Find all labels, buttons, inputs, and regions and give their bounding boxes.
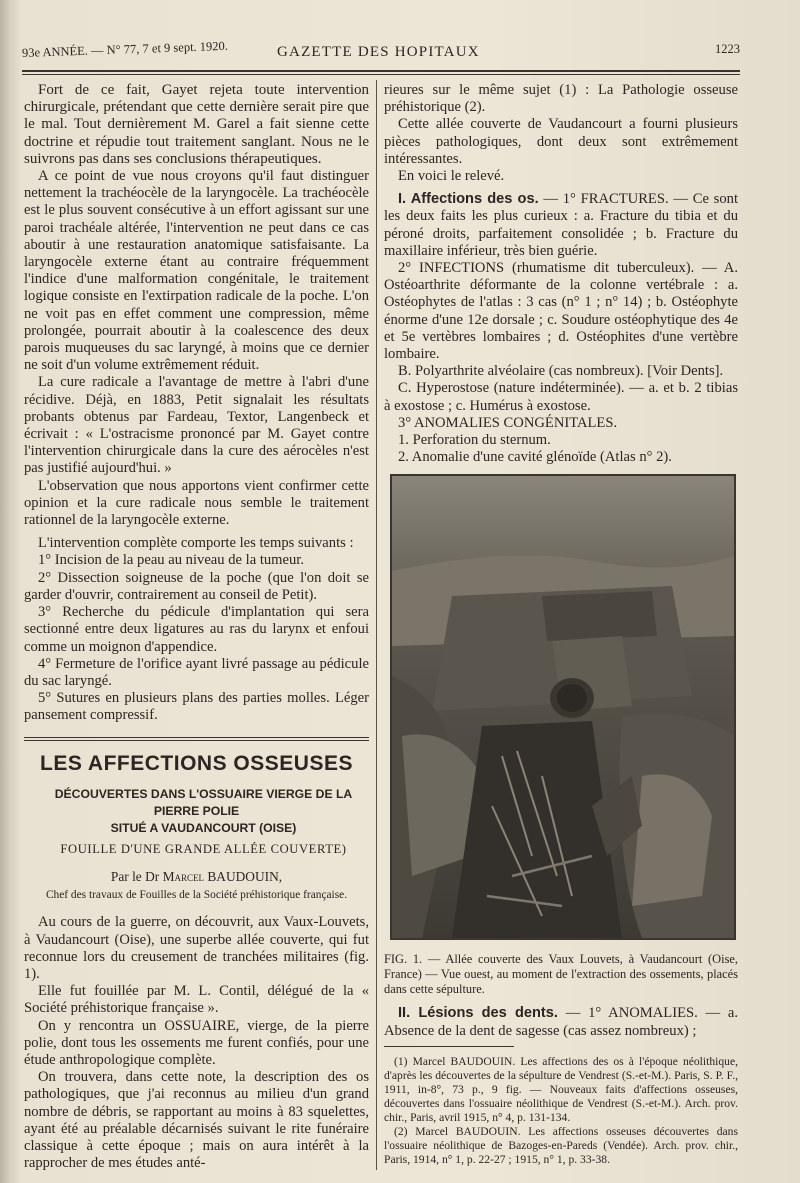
section-heading: II. Lésions des dents. bbox=[398, 1005, 558, 1022]
section-rule bbox=[24, 737, 369, 741]
article-subtitle-location: SITUÉ A VAUDANCOURT (OISE) bbox=[110, 820, 297, 835]
paragraph: L'observation que nous apportons vient confirmer cette opinion et la cure radicale nous semble le traitement rationnel de la laryngocèle externe. bbox=[24, 477, 369, 529]
paragraph: Fort de ce fait, Gayet rejeta toute intervention chirurgicale, prétendant que cette dernière serait pire que le mal. Tout dernièrement M. Garel a fait sienne cette doctrine et répudie tout traitement sanglant. Nous ne le suivrons pas dans ses conclusions thérapeutiques. bbox=[24, 82, 369, 167]
step-item: 4° Fermeture de l'orifice ayant livré passage au pédicule du sac laryngé. bbox=[24, 655, 369, 689]
figure-photograph bbox=[390, 474, 736, 940]
article-subtitle: DÉCOUVERTES DANS L'OSSUAIRE VIERGE DE LA PIERRE POLIE bbox=[54, 786, 353, 818]
header-rule bbox=[22, 70, 740, 72]
byline bbox=[24, 868, 369, 885]
subheading: 3° ANOMALIES CONGÉNITALES. bbox=[398, 414, 618, 431]
journal-title: GAZETTE DES HOPITAUX bbox=[277, 44, 480, 60]
section-text: — 1° FRACTURES. — Ce sont les deux faits les plus curieux : a. Fracture du tibia et du péroné droits, parfaitement consolidée ; b. Fracture du maxillaire inférieur, très bien guérie. bbox=[384, 191, 738, 259]
byline-prefix: Par le Dr bbox=[110, 868, 160, 884]
article-subtitle-dig: FOUILLE D'UNE GRANDE ALLÉE COUVERTE) bbox=[60, 841, 347, 856]
page-number: 1223 bbox=[715, 42, 740, 56]
paragraph: La cure radicale a l'avantage de mettre à l'abri d'une récidive. Déjà, en 1883, Petit signalait les résultats probants obtenus par Fardeau, Textor, Langenbeck et écrivait : « L'ostracisme prononcé par M. Gayet contre l'intervention chirurgicale dans la cure des aérocèles n'est pas justifié aujourd'hui. » bbox=[24, 374, 369, 477]
paragraph: Elle fut fouillée par M. L. Contil, délégué de la « Société préhistorique française ». bbox=[24, 983, 369, 1017]
section-affections-os bbox=[384, 191, 738, 260]
page-header bbox=[22, 38, 740, 68]
excavation-photo bbox=[392, 476, 734, 938]
header-rule-thin bbox=[22, 74, 740, 75]
paragraph: 2° INFECTIONS (rhumatisme dit tuberculeux). — A. Ostéoarthrite déformante de la colonne vertébrale : a. Ostéophytes de l'atlas : 3 cas (n° 1 ; n° 14) ; b. Ostéophyte énorme d'une 12e dorsale ; c. Soudure ostéophytique des 4e et 5e vertèbres lombaires ; d. Ostéophites d'une vertèbre lombaire. bbox=[384, 260, 738, 363]
step-item: 5° Sutures en plusieurs plans des parties molles. Léger pansement compressif. bbox=[24, 690, 369, 724]
list-item: 1. Perforation du sternum. bbox=[398, 432, 551, 449]
left-column bbox=[24, 82, 369, 1172]
author-name: Marcel BAUDOUIN, bbox=[162, 868, 283, 884]
section-heading: I. Affections des os. bbox=[398, 191, 539, 208]
footnote: (1) Marcel BAUDOUIN. Les affections des os à l'époque néolithique, d'après les découvertes de la sépulture de Vendrest (S.-et-M.). Paris, S. P. F., 1911, in-8°, 73 p., 9 fig. — Nouveaux faits d'affections osseuses, découvertes dans l'ossuaire néolithique de Vendrest (S.-et-M.). Arch. prov. chir., Paris, avril 1915, n° 4, p. 131-134. bbox=[384, 1054, 738, 1124]
section-text: — 1° ANOMALIES. — a. Absence de la dent de sagesse (cas assez nombreux) ; bbox=[384, 1005, 738, 1039]
paragraph-continuation: rieures sur le même sujet (1) : La Pathologie osseuse préhistorique (2). bbox=[384, 82, 738, 116]
step-item: 3° Recherche du pédicule d'implantation qui sera sectionné entre deux ligatures au ras du larynx et enfoui comme un moignon d'appendice. bbox=[24, 604, 369, 655]
step-item: 2° Dissection soigneuse de la poche (que l'on doit se garder d'ouvrir, contrairement au conseil de Petit). bbox=[24, 569, 369, 603]
section-lesions-dents bbox=[384, 1005, 738, 1039]
list-item: 2. Anomalie d'une cavité glénoïde (Atlas n° 2). bbox=[398, 449, 672, 466]
steps-intro: L'intervention complète comporte les temps suivants : bbox=[38, 535, 354, 552]
figure-caption: FIG. 1. — Allée couverte des Vaux Louvets, à Vaudancourt (Oise, France) — Vue ouest, au moment de l'extraction des ossements, placés dans cette sépulture. bbox=[384, 952, 738, 997]
paragraph: En voici le relevé. bbox=[398, 168, 505, 185]
paragraph: On y rencontra un OSSUAIRE, vierge, de la pierre polie, dont tous les ossements me furent confiés, pour une étude anthropologique complète. bbox=[24, 1017, 369, 1068]
paragraph: A ce point de vue nous croyons qu'il faut distinguer nettement la trachéocèle de la laryngocèle. La trachéocèle est le plus souvent consécutive à un effort agissant sur une paroi trachéale altérée, l'intervention ne peut dans ce cas aboutir à une restauration anatomique satisfaisante. La laryngocèle externe étant au contraire fréquemment l'indice d'une malformation congénitale, le traitement logique consiste en l'extirpation radicale de la poche. L'on ne voit pas en effet comment une compression, même prolongée, pourrait aboutir à la coalescence des deux parois muqueuses du sac laryngé, à moins que ce dernier ne soit d'un volume extrêmement réduit. bbox=[24, 168, 369, 374]
author-affiliation: Chef des travaux de Fouilles de la Société préhistorique française. bbox=[45, 889, 348, 902]
right-column bbox=[384, 82, 738, 1172]
paragraph: B. Polyarthrite alvéolaire (cas nombreux). [Voir Dents]. bbox=[398, 363, 724, 380]
paragraph: Au cours de la guerre, on découvrit, aux Vaux-Louvets, à Vaudancourt (Oise), une superbe allée couverte, qui fut reconnue lors du creusement de tranchées militaires (fig. 1). bbox=[24, 914, 369, 982]
footnote: (2) Marcel BAUDOUIN. Les affections osseuses découvertes dans l'ossuaire néolithique de Bazoges-en-Pareds (Vendée). Arch. prov. chir., Paris, 1914, n° 1, p. 22-27 ; 1915, n° 1, p. 33-38. bbox=[384, 1124, 738, 1166]
paragraph: Cette allée couverte de Vaudancourt a fourni plusieurs pièces pathologiques, dont deux sont extrêmement intéressantes. bbox=[384, 116, 738, 167]
article-title: LES AFFECTIONS OSSEUSES bbox=[40, 751, 353, 775]
issue-line: 93e ANNÉE. — N° 77, 7 et 9 sept. 1920. bbox=[21, 38, 229, 60]
step-item: 1° Incision de la peau au niveau de la tumeur. bbox=[38, 552, 305, 569]
column-divider bbox=[376, 80, 377, 1170]
paragraph: C. Hyperostose (nature indéterminée). — a. et b. 2 tibias à exostose ; c. Humérus à exostose. bbox=[384, 380, 738, 414]
paragraph: On trouvera, dans cette note, la description des os pathologiques, que j'ai reconnus au milieu d'un grand nombre de débris, se rapportant au moins à 83 squelettes, ayant été au préalable décarnisés suivant le rite funéraire classique à cette époque ; mais on aura intérêt à la rapprocher de mes études anté- bbox=[24, 1069, 369, 1172]
footnote-rule bbox=[384, 1046, 514, 1047]
